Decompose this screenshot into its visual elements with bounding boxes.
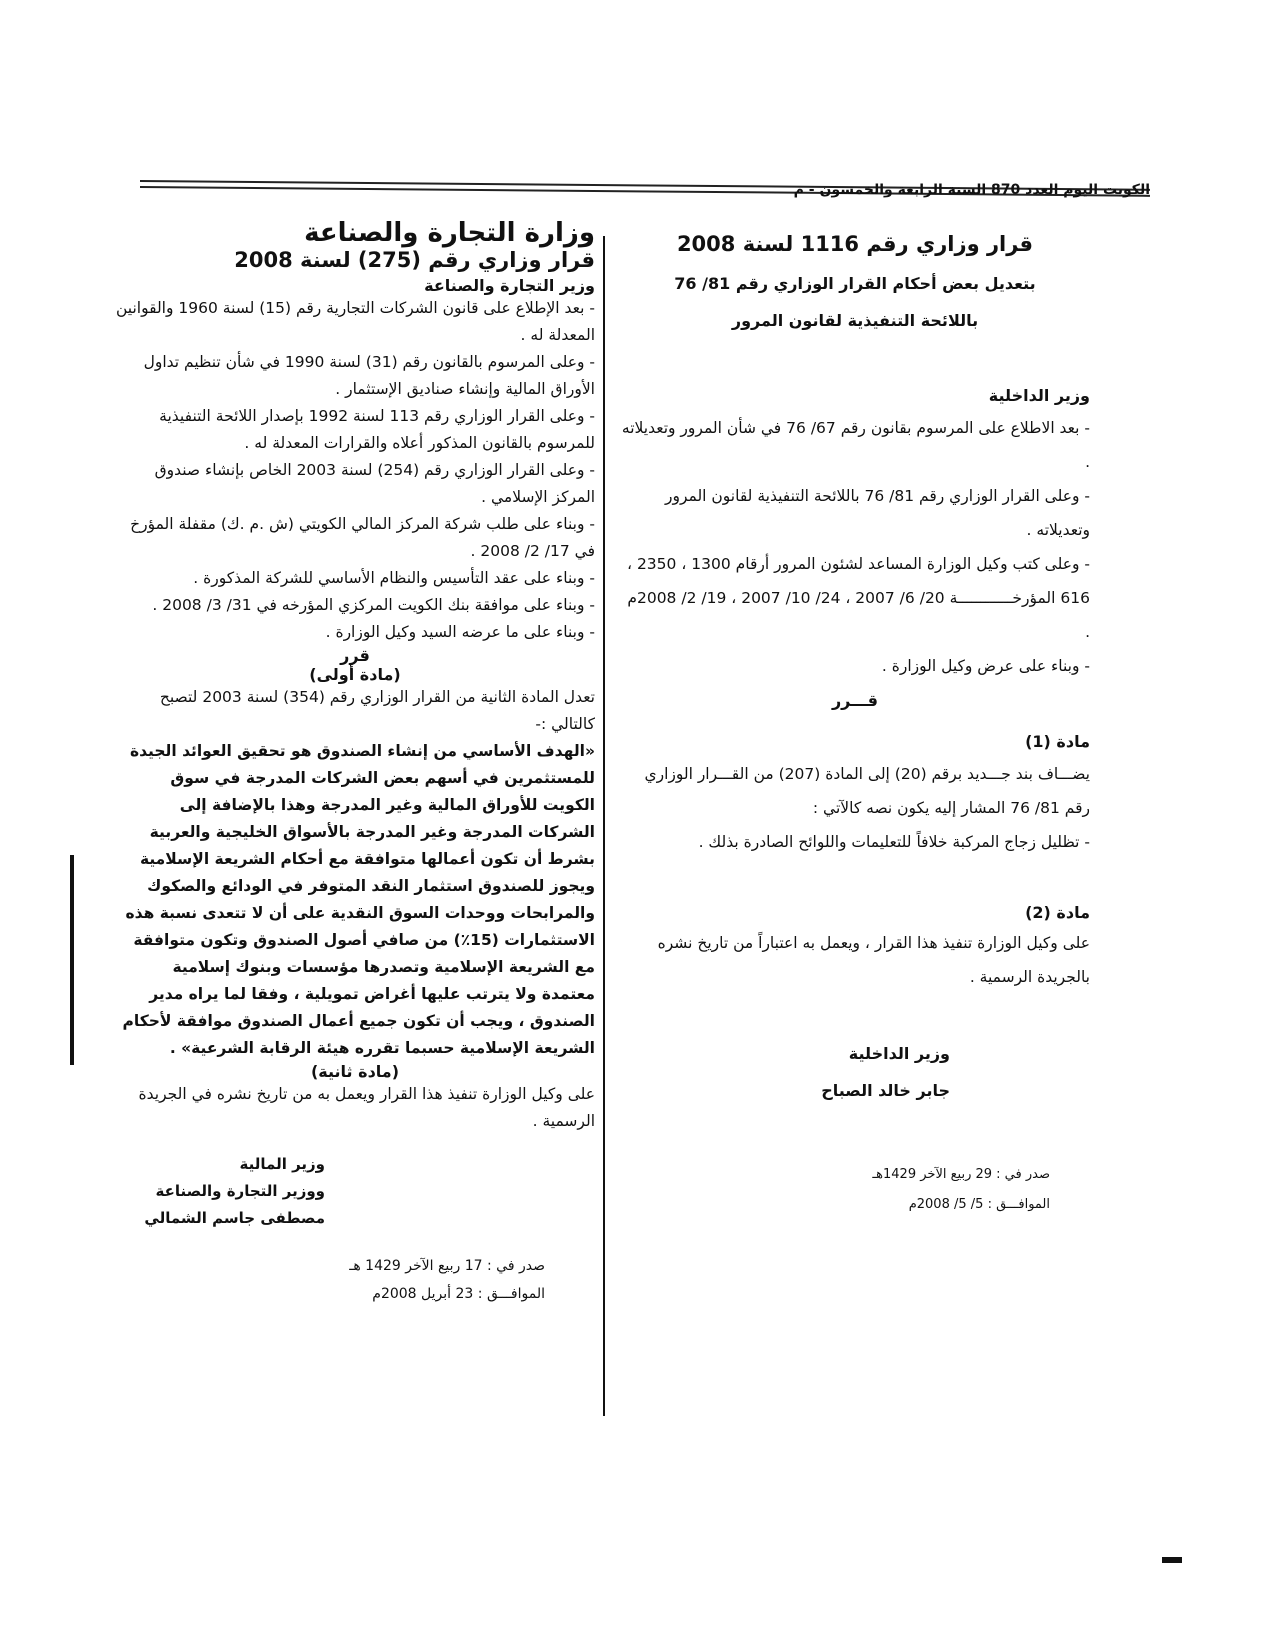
right-preamble-item: - بعد الاطلاع على المرسوم بقانون رقم 67/ 76 في شأن المرور وتعديلاته . bbox=[621, 419, 1090, 471]
right-decision-title: قرار وزاري رقم 1116 لسنة 2008 bbox=[676, 232, 1034, 256]
left-signatory-title-2: ووزير التجارة والصناعة bbox=[155, 1182, 325, 1200]
left-preamble-item: - وبناء على موافقة بنك الكويت المركزي المؤرخه في 31/ 3/ 2008 . bbox=[152, 596, 595, 614]
right-issued-line: صدر في : 29 ربيع الآخر 1429هـ bbox=[872, 1167, 1050, 1182]
scan-margin-mark bbox=[70, 855, 74, 1065]
left-preamble-item: - وعلى القرار الوزاري رقم (254) لسنة 2003 الخاص بإنشاء صندوق المركز الإسلامي . bbox=[154, 461, 595, 506]
left-preamble-item: - وبناء على طلب شركة المركز المالي الكويتي (ش .م .ك) مقفلة المؤرخ في 17/ 2/ 2008 . bbox=[130, 515, 595, 560]
left-preamble-item: - وبناء على ما عرضه السيد وكيل الوزارة . bbox=[325, 623, 595, 641]
right-dates bbox=[620, 1160, 1050, 1220]
left-article2-title: (مادة ثانية) bbox=[310, 1062, 400, 1081]
right-preamble-item: - وبناء على عرض وكيل الوزارة . bbox=[881, 657, 1090, 675]
right-subtitle-1: بتعديل بعض أحكام القرار الوزاري رقم 81/ 76 bbox=[674, 274, 1036, 293]
right-subtitle-2: باللائحة التنفيذية لقانون المرور bbox=[731, 311, 979, 330]
left-preamble-item: - وبناء على عقد التأسيس والنظام الأساسي للشركة المذكورة . bbox=[193, 569, 595, 587]
left-decided: قرر bbox=[340, 646, 370, 665]
left-issuer: وزير التجارة والصناعة bbox=[424, 276, 595, 295]
page-header: الكويت اليوم العدد 870 السنة الرابعة والخمسون - م bbox=[793, 182, 1150, 198]
left-issued-line: صدر في : 17 ربيع الآخر 1429 هـ bbox=[349, 1258, 545, 1274]
left-article1-body: «الهدف الأساسي من إنشاء الصندوق هو تحقيق العوائد الجيدة للمستثمرين في أسهم بعض الشركات المدرجة في سوق الكويت للأوراق المالية وغير المدرجة وهذا بالإضافة إلى الشركات المدرجة وغير المدرجة بالأسواق الخليجية والعربية بشرط أن تكون أعمالها متوافقة مع أحكام الشريعة الإسلامية ويجوز للصندوق استثمار النقد المتوفر في الودائع والصكوك والمرابحات ووحدات السوق النقدية على أن لا تتعدى نسبة هذه الاستثمارات (15٪) من صافي أصول الصندوق وتكون متوافقة مع الشريعة الإسلامية وتصدرها مؤسسات وبنوك إسلامية معتمدة ولا يترتب عليها أغراض تمويلية ، وفقا لما يراه مدير الصندوق ، ويجب أن تكون جميع أعمال الصندوق موافقة لأحكام الشريعة الإسلامية حسبما تقرره هيئة الرقابة الشرعية» . bbox=[122, 742, 595, 1057]
right-article2-body: على وكيل الوزارة تنفيذ هذا القرار ، ويعمل به اعتباراً من تاريخ نشره بالجريدة الرسمية . bbox=[657, 934, 1090, 986]
left-column bbox=[115, 218, 595, 1308]
left-preamble bbox=[115, 295, 595, 646]
left-article1-title: (مادة أولى) bbox=[309, 665, 401, 684]
left-signatory-title-1: وزير المالية bbox=[239, 1155, 325, 1173]
left-preamble-item: - وعلى المرسوم بالقانون رقم (31) لسنة 1990 في شأن تنظيم تداول الأوراق المالية وإنشاء صناديق الإستثمار . bbox=[143, 353, 595, 398]
right-preamble-item: - وعلى القرار الوزاري رقم 81/ 76 باللائحة التنفيذية لقانون المرور وتعديلاته . bbox=[664, 487, 1090, 539]
page-end-mark bbox=[1162, 1557, 1182, 1563]
left-signatory-name: مصطفى جاسم الشمالي bbox=[144, 1209, 325, 1227]
left-preamble-item: - وعلى القرار الوزاري رقم 113 لسنة 1992 بإصدار اللائحة التنفيذية للمرسوم بالقانون المذكور أعلاه والقرارات المعدلة له . bbox=[159, 407, 595, 452]
left-ministry: وزارة التجارة والصناعة bbox=[304, 218, 595, 248]
left-preamble-item: - بعد الإطلاع على قانون الشركات التجارية رقم (15) لسنة 1960 والقوانين المعدلة له . bbox=[116, 299, 595, 344]
column-divider bbox=[603, 236, 605, 1416]
left-signatory bbox=[115, 1151, 325, 1232]
right-column bbox=[620, 232, 1090, 1220]
right-article1-title: مادة (1) bbox=[1025, 732, 1090, 751]
right-issuer: وزير الداخلية bbox=[988, 386, 1090, 405]
right-preamble bbox=[620, 411, 1090, 683]
right-decided: قـــرر bbox=[831, 691, 879, 710]
left-article1-intro: تعدل المادة الثانية من القرار الوزاري رقم (354) لسنة 2003 لتصبح كالتالي :- bbox=[159, 688, 595, 733]
left-dates bbox=[115, 1252, 545, 1308]
right-article1-item: - تظليل زجاج المركبة خلافاً للتعليمات واللوائح الصادرة بذلك . bbox=[698, 833, 1090, 851]
right-signatory-title: وزير الداخلية bbox=[848, 1044, 950, 1063]
right-signatory-name: جابر خالد الصباح bbox=[821, 1081, 950, 1100]
right-corresponding-line: الموافـــق : 5/ 5/ 2008م bbox=[908, 1197, 1050, 1212]
right-article1-body: يضـــاف بند جـــديد برقم (20) إلى المادة (207) من القـــرار الوزاري رقم 81/ 76 المشار إليه يكون نصه كالآتي : bbox=[644, 765, 1090, 817]
left-decision-title: قرار وزاري رقم (275) لسنة 2008 bbox=[234, 248, 595, 272]
right-article2-title: مادة (2) bbox=[1025, 903, 1090, 922]
left-article2-body: على وكيل الوزارة تنفيذ هذا القرار ويعمل به من تاريخ نشره في الجريدة الرسمية . bbox=[138, 1085, 595, 1130]
left-corresponding-line: الموافـــق : 23 أبريل 2008م bbox=[372, 1286, 545, 1302]
right-preamble-item: - وعلى كتب وكيل الوزارة المساعد لشئون المرور أرقام 1300 ، 2350 ، 616 المؤرخــــــــــــة 20/ 6/ 2007 ، 24/ 10/ 2007 ، 19/ 2/ 2008م . bbox=[627, 555, 1090, 641]
